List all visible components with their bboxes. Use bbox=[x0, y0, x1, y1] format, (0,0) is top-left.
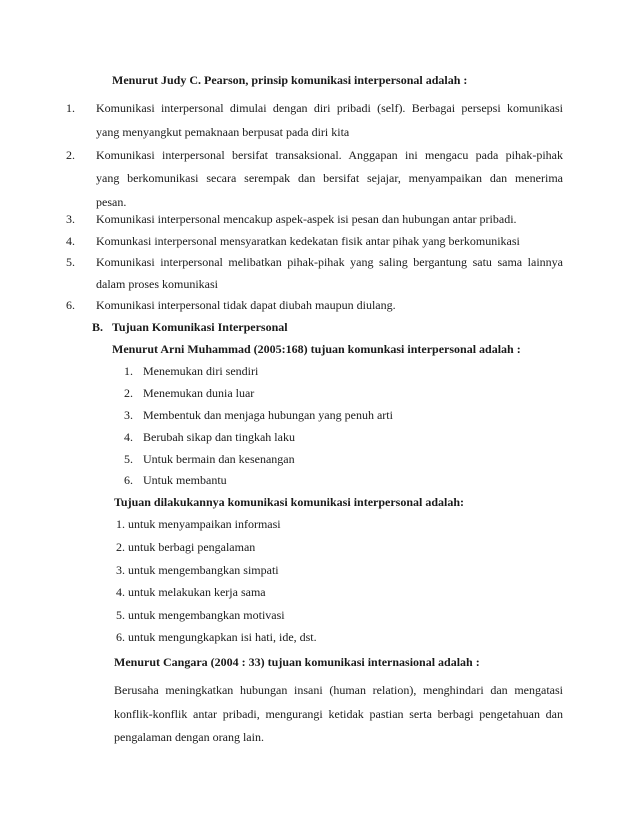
list-item: Untuk membantu bbox=[143, 473, 227, 487]
list-number: 6. bbox=[124, 473, 133, 487]
list-item: 4. untuk melakukan kerja sama bbox=[116, 585, 266, 599]
paragraph-line: Berusaha meningkatkan hubungan insani (human relation), menghindari dan mengatasi bbox=[114, 683, 563, 697]
list-number: 1. bbox=[124, 364, 133, 378]
list-number: 4. bbox=[124, 430, 133, 444]
list-number: 3. bbox=[124, 408, 133, 422]
list-item: 5. untuk mengembangkan motivasi bbox=[116, 608, 285, 622]
list-number: 4. bbox=[66, 234, 75, 248]
list-item: Untuk bermain dan kesenangan bbox=[143, 452, 295, 466]
list-item: Membentuk dan menjaga hubungan yang penuh arti bbox=[143, 408, 393, 422]
list-item-line: Komunikasi interpersonal bersifat transaksional. Anggapan ini mengacu pada pihak-pihak bbox=[96, 148, 563, 162]
list-item-line: dalam proses komunikasi bbox=[96, 277, 218, 291]
list-item-line: Komunikasi interpersonal mencakup aspek-aspek isi pesan dan hubungan antar pribadi. bbox=[96, 212, 517, 226]
list-item: Berubah sikap dan tingkah laku bbox=[143, 430, 295, 444]
list-item-line: yang berkomunikasi secara serempak dan bersifat sejajar, menyampaikan dan menerima bbox=[96, 171, 563, 185]
heading-cangara: Menurut Cangara (2004 : 33) tujuan komunikasi internasional adalah : bbox=[114, 655, 480, 669]
list-item: 1. untuk menyampaikan informasi bbox=[116, 517, 281, 531]
list-item: Menemukan dunia luar bbox=[143, 386, 255, 400]
list-item-line: yang menyangkut pemaknaan berpusat pada diri kita bbox=[96, 125, 350, 139]
paragraph-line: pengalaman dengan orang lain. bbox=[114, 730, 264, 744]
list-item-line: Komunikasi interpersonal melibatkan pihak-pihak yang saling bergantung satu sama lainnya bbox=[96, 255, 563, 269]
list-number: 2. bbox=[66, 148, 75, 162]
list-number: 5. bbox=[124, 452, 133, 466]
list-number: 2. bbox=[124, 386, 133, 400]
list-item: 6. untuk mengungkapkan isi hati, ide, dst. bbox=[116, 630, 317, 644]
list-item-line: Komunkasi interpersonal mensyaratkan kedekatan fisik antar pihak yang berkomunikasi bbox=[96, 234, 520, 248]
section-title: Tujuan Komunikasi Interpersonal bbox=[112, 320, 288, 334]
list-item: 2. untuk berbagi pengalaman bbox=[116, 540, 256, 554]
paragraph-line: konflik-konflik antar pribadi, mengurangi ketidak pastian serta berbagi pengetahuan dan bbox=[114, 707, 563, 721]
list-number: 1. bbox=[66, 101, 75, 115]
list-item-line: pesan. bbox=[96, 195, 127, 209]
list-item-line: Komunikasi interpersonal tidak dapat diubah maupun diulang. bbox=[96, 298, 396, 312]
heading-arni: Menurut Arni Muhammad (2005:168) tujuan komunkasi interpersonal adalah : bbox=[112, 342, 521, 356]
heading-pearson: Menurut Judy C. Pearson, prinsip komunikasi interpersonal adalah : bbox=[112, 73, 468, 87]
list-number: 5. bbox=[66, 255, 75, 269]
list-item: Menemukan diri sendiri bbox=[143, 364, 259, 378]
list-number: 6. bbox=[66, 298, 75, 312]
section-letter: B. bbox=[92, 320, 104, 334]
list-number: 3. bbox=[66, 212, 75, 226]
list-item: 3. untuk mengembangkan simpati bbox=[116, 563, 279, 577]
list-item-line: Komunikasi interpersonal dimulai dengan diri pribadi (self). Berbagai persepsi komunikasi bbox=[96, 101, 563, 115]
heading-tujuan: Tujuan dilakukannya komunikasi komunikasi interpersonal adalah: bbox=[114, 495, 465, 509]
